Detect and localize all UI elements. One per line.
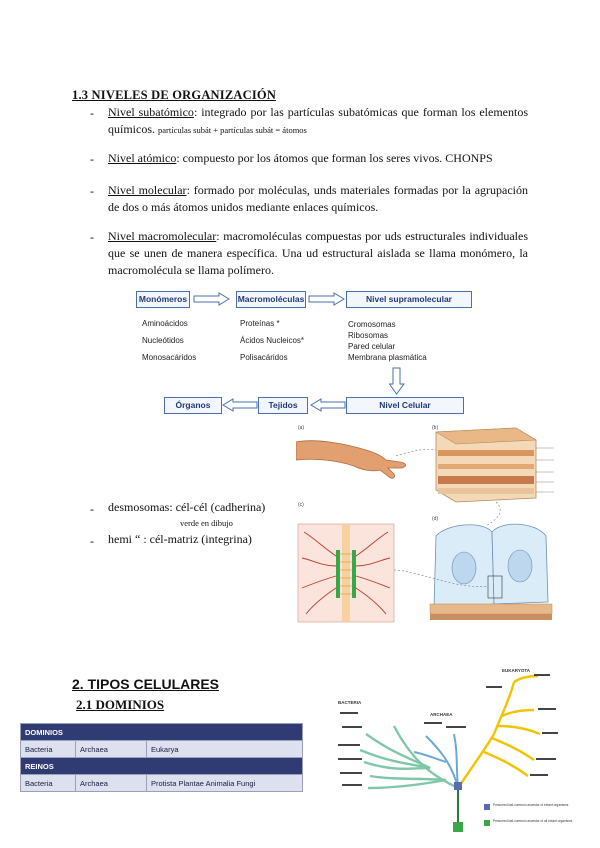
bullet-molecular	[108, 182, 528, 216]
bullet-dash: -	[90, 184, 94, 198]
box-nivel-celular: Nivel Celular	[346, 397, 464, 414]
supra-list	[348, 319, 427, 363]
section-title: 2. TIPOS CELULARES	[72, 676, 220, 692]
list-item: Ácidos Nucleicos*	[240, 336, 305, 345]
panel-label: (c)	[298, 502, 304, 508]
bullet-text: : integrado por las partículas subatómicas que forman los elementos químicos.	[108, 105, 529, 136]
bullet-atomic	[108, 150, 528, 167]
list-item: Cromosomas	[348, 320, 396, 329]
bullet-term: Nivel atómico	[108, 151, 177, 165]
bullet-dash: -	[90, 152, 94, 166]
eukarya-label: EUKARYOTA	[502, 668, 530, 673]
list-item: Polisacáridos	[240, 353, 288, 362]
legend-text: Presumed last common ancestor of all extant organisms	[493, 819, 573, 823]
section-title: 1.3 NIVELES DE ORGANIZACIÓN	[72, 88, 277, 102]
legend-text: Presumed last common ancestor of extant organisms	[493, 803, 569, 807]
table-cell: Archaea	[76, 741, 147, 758]
arrow-right-icon	[308, 292, 346, 306]
list-item: Monosacáridos	[142, 353, 197, 362]
table-cell: Bacteria	[21, 741, 76, 758]
table-row	[21, 724, 303, 741]
panel-label: (b)	[432, 425, 439, 431]
lca-marker-green	[453, 822, 463, 832]
list-item: Aminoácidos	[142, 319, 188, 328]
list-item: Ribosomas	[348, 331, 389, 340]
desmosomas-note: verde en dibujo	[180, 518, 233, 528]
bullet-text: : formado por moléculas, unds materiales formadas por la agrupación de dos o más átomos unidos mediante enlaces químicos.	[108, 183, 528, 214]
list-item: Membrana plasmática	[348, 353, 427, 362]
table-row	[21, 758, 303, 775]
list-item: Proteínas *	[240, 319, 280, 328]
table-cell: Bacteria	[21, 775, 76, 792]
list-item: Nucleótidos	[142, 336, 184, 345]
table-header-cell: REINOS	[21, 758, 303, 775]
table-header-cell: DOMINIOS	[21, 724, 303, 741]
box-monomeros: Monómeros	[136, 291, 190, 308]
bullet-term: Nivel molecular	[108, 183, 187, 197]
box-supramolecular: Nivel supramolecular	[346, 291, 472, 308]
panel-label: (d)	[432, 516, 439, 522]
cell-junction-figure	[296, 420, 558, 638]
legend-swatch-green	[484, 820, 490, 826]
table-cell: Protista Plantae Animalia Fungi	[147, 775, 303, 792]
skin-block-illustration	[436, 428, 536, 502]
bullet-dash: -	[90, 106, 94, 120]
archaea-label: ARCHAEA	[430, 712, 453, 717]
box-organos: Órganos	[164, 397, 222, 414]
box-tejidos: Tejidos	[258, 397, 308, 414]
box-macromoleculas: Macromoléculas	[236, 291, 306, 308]
bullet-dash: -	[90, 502, 94, 516]
panel-label: (a)	[298, 425, 305, 431]
table-cell: Archaea	[76, 775, 147, 792]
subsection-title: 2.1 DOMINIOS	[76, 697, 165, 712]
bullet-dash: -	[90, 534, 94, 548]
table-row	[21, 741, 303, 758]
bullet-term: Nivel macromolecular	[108, 229, 217, 243]
domains-table	[20, 723, 303, 792]
table-cell: Eukarya	[147, 741, 303, 758]
table-row	[21, 775, 303, 792]
epithelial-cells-illustration	[430, 524, 552, 620]
monomeros-list	[142, 315, 196, 366]
hemidesmosomas-text: hemi “ : cél-matriz (integrina)	[108, 532, 252, 546]
arm-illustration	[296, 441, 406, 478]
bullet-text: : compuesto por los átomos que forman los seres vivos. CHONPS	[176, 151, 493, 165]
macro-list	[240, 315, 304, 366]
lca-marker-blue	[454, 782, 462, 790]
bullet-term: Nivel subatómico	[108, 105, 194, 119]
bullet-note: partículas subát + partículas subát = átomos	[158, 125, 307, 135]
bullet-text: : macromoléculas compuestas por uds estructurales individuales que se unen de manera específica. Una ud estructural aislada se llama monómero, la macromolécula se llama polímero.	[108, 229, 528, 277]
phylogenetic-tree	[334, 664, 584, 842]
arrow-left-icon	[310, 398, 346, 412]
list-item: Pared celular	[348, 342, 396, 351]
arrow-right-icon	[193, 292, 231, 306]
bullet-macromolecular	[108, 228, 528, 279]
legend-swatch-blue	[484, 804, 490, 810]
arrow-left-icon	[222, 398, 258, 412]
eukarya-branches	[458, 676, 540, 788]
bullet-dash: -	[90, 230, 94, 244]
bullet-subatomic	[108, 104, 528, 139]
desmosomas-text: desmosomas: cél-cél (cadherina)	[108, 500, 266, 514]
bacteria-label: BACTERIA	[338, 700, 362, 705]
arrow-down-icon	[389, 367, 405, 395]
